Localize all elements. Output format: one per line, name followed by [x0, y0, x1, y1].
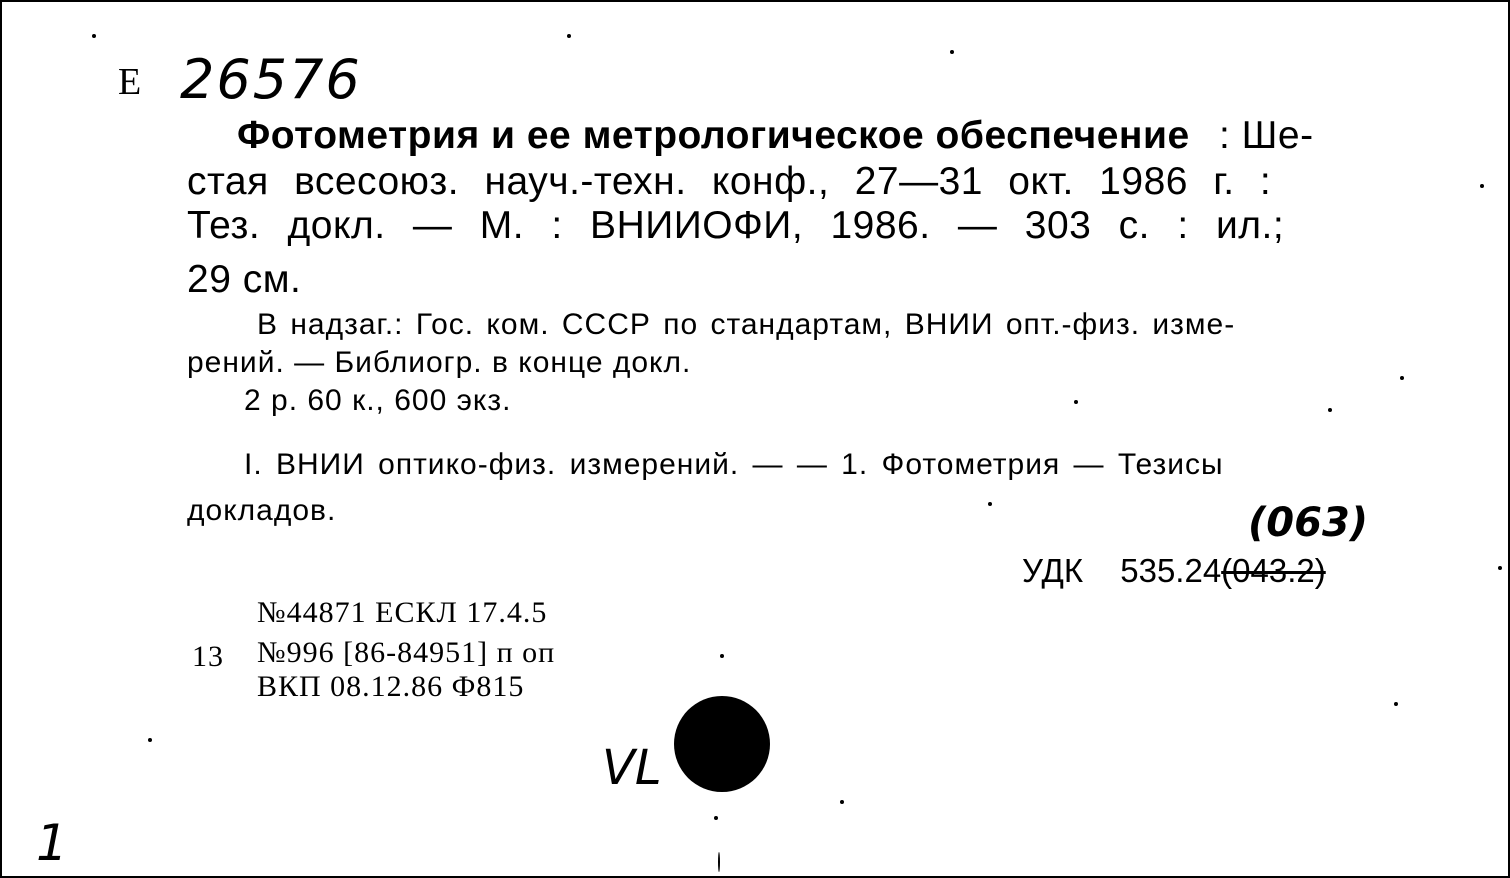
notes-line-2: рений. — Библиогр. в конце докл.	[187, 346, 692, 379]
title-line	[237, 114, 1314, 158]
speck	[1328, 408, 1332, 412]
speck	[1498, 566, 1502, 570]
udk-value: 535.24	[1120, 552, 1222, 589]
speck	[567, 34, 571, 38]
speck	[718, 852, 720, 872]
registry-line-1: №44871 ЕСКЛ 17.4.5	[257, 596, 548, 629]
punch-hole	[674, 696, 770, 792]
desc-line-2: стая всесоюз. науч.-техн. конф., 27—31 окт. 1986 г. :	[187, 160, 1272, 203]
speck	[988, 502, 992, 506]
call-number: 26576	[180, 48, 362, 111]
udk-line	[1022, 552, 1326, 590]
price-line: 2 р. 60 к., 600 экз.	[244, 384, 512, 417]
registry-line-3: ВКП 08.12.86 Ф815	[257, 670, 525, 703]
notes-line-1: В надзаг.: Гос. ком. СССР по стандартам, ВНИИ опт.-физ. изме-	[257, 308, 1236, 341]
speck	[950, 50, 954, 54]
speck	[720, 654, 724, 658]
title-continuation: : Ше-	[1219, 114, 1314, 157]
speck	[1480, 184, 1484, 188]
handwritten-initials: VL	[602, 740, 662, 796]
corner-handwritten-mark: 1	[36, 814, 68, 872]
speck	[714, 816, 718, 820]
speck	[1394, 702, 1398, 706]
speck	[148, 738, 152, 742]
speck	[1074, 400, 1078, 404]
udk-struck-value: (043.2)	[1221, 552, 1326, 589]
registry-line-2: №996 [86-84951] п оп	[257, 636, 556, 669]
udk-handwritten-correction: (063)	[1248, 500, 1369, 546]
tracings-line-2: докладов.	[187, 494, 337, 527]
speck	[92, 34, 96, 38]
udk-label: УДК	[1022, 552, 1084, 589]
desc-line-3: Тез. докл. — М. : ВНИИОФИ, 1986. — 303 с. : ил.;	[187, 204, 1285, 247]
speck	[1400, 376, 1404, 380]
registry-prefix: 13	[192, 640, 224, 673]
speck	[840, 800, 844, 804]
title-bold: Фотометрия и ее метрологическое обеспечение	[237, 114, 1190, 157]
tracings-line-1: I. ВНИИ оптико-физ. измерений. — — 1. Фотометрия — Тезисы	[244, 448, 1224, 481]
call-letter: Е	[118, 61, 142, 103]
desc-line-4: 29 см.	[187, 258, 302, 301]
